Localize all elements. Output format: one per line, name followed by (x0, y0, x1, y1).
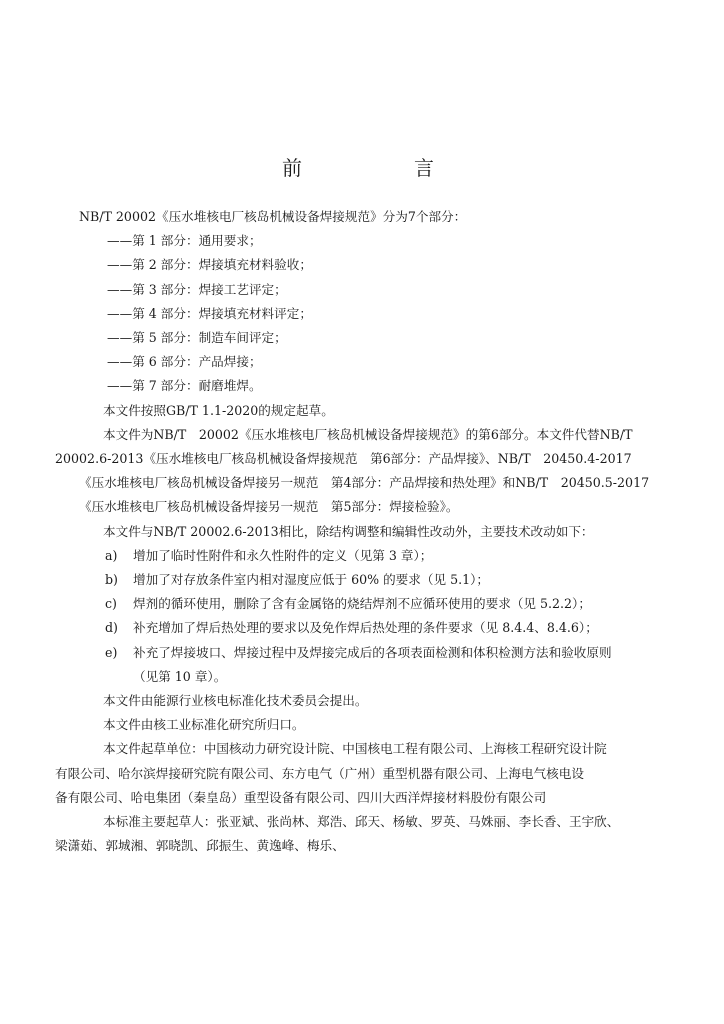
proposed-by-paragraph: 本文件由能源行业核电标准化技术委员会提出。 (103, 693, 368, 709)
page-title: 前 言 (282, 156, 480, 180)
change-item-continuation: （见第 10 章）。 (133, 668, 227, 684)
change-item-text: 增加了对存放条件室内相对湿度应低于 60% 的要求（见 5.1）； (133, 572, 489, 588)
change-item-letter: c) (105, 596, 117, 612)
drafting-units-line: 有限公司、哈尔滨焊接研究院有限公司、东方电气（广州）重型机器有限公司、上海电气核电设 (55, 765, 584, 781)
managed-by-paragraph: 本文件由核工业标准化研究所归口。 (103, 717, 305, 733)
replace-paragraph-line: 《压水堆核电厂核岛机械设备焊接另一规范 第5部分：焊接检验》。 (79, 499, 459, 515)
changes-intro-paragraph: 本文件与NB/T 20002.6-2013相比，除结构调整和编辑性改动外，主要技术改动如下： (103, 523, 594, 539)
part-item: ——第 6 部分：产品焊接； (107, 354, 262, 370)
change-item-letter: a) (105, 547, 118, 563)
drafting-units-line: 备有限公司、哈电集团（秦皇岛）重型设备有限公司、四川大西洋焊接材料股份有限公司 (55, 789, 547, 805)
document-body (55, 205, 650, 858)
change-item (79, 592, 645, 616)
drafting-rule-paragraph: 本文件按照GB/T 1.1-2020的规定起草。 (103, 402, 334, 418)
part-item: ——第 5 部分：制造车间评定； (107, 330, 287, 346)
change-item-letter: d) (105, 620, 118, 636)
part-item: ——第 4 部分：焊接填充材料评定； (107, 305, 312, 321)
change-item (79, 641, 645, 665)
part-item: ——第 3 部分：焊接工艺评定； (107, 281, 287, 297)
part-item: ——第 2 部分：焊接填充材料验收； (107, 257, 312, 273)
change-item (79, 568, 645, 592)
change-item-text: 焊剂的循环使用，删除了含有金属铬的烧结焊剂不应循环使用的要求（见 5.2.2）； (133, 596, 591, 612)
change-item-text: 补充了焊接坡口、焊接过程中及焊接完成后的各项表面检测和体积检测方法和验收原则 (133, 644, 612, 660)
part-item: ——第 7 部分：耐磨堆焊。 (107, 378, 262, 394)
change-item-text: 补充增加了焊后热处理的要求以及免作焊后热处理的条件要求（见 8.4.4、8.4.6）； (133, 620, 598, 636)
change-item (79, 616, 645, 640)
part-item: ——第 1 部分：通用要求； (107, 233, 262, 249)
change-item-text: 增加了临时性附件和永久性附件的定义（见第 3 章）； (133, 547, 433, 563)
drafters-line: 本标准主要起草人：张亚斌、张尚林、郑浩、邱天、杨敏、罗英、马姝丽、李长香、王宇欣、 (103, 814, 620, 830)
change-item (79, 544, 645, 568)
change-item-letter: e) (105, 644, 118, 660)
drafting-units-line: 本文件起草单位：中国核动力研究设计院、中国核电工程有限公司、上海核工程研究设计院 (103, 741, 607, 757)
change-item-letter: b) (105, 572, 118, 588)
replace-paragraph-line: 《压水堆核电厂核岛机械设备焊接另一规范 第4部分：产品焊接和热处理》和NB/T 20450.5-2017 (79, 475, 650, 491)
replace-paragraph-line: 本文件为NB/T 20002《压水堆核电厂核岛机械设备焊接规范》的第6部分。本文件代替NB/T (103, 426, 633, 442)
intro-paragraph: NB/T 20002《压水堆核电厂核岛机械设备焊接规范》分为7个部分： (79, 209, 467, 224)
replace-paragraph-line: 20002.6-2013《压水堆核电厂核岛机械设备焊接规范 第6部分：产品焊接》、NB/T 20450.4-2017 (55, 451, 632, 467)
drafters-line: 梁潇茹、郭城湘、郭晓凯、邱振生、黄逸峰、梅乐、 (55, 838, 345, 854)
